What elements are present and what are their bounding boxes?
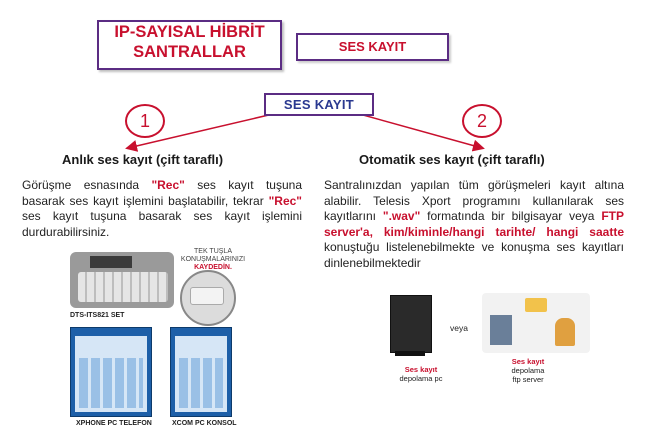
phone-screen [90, 256, 132, 268]
center-section-label: SES KAYIT [264, 93, 374, 116]
ftp-storage-caption [498, 357, 558, 384]
server-icon [490, 315, 512, 345]
pc-tower-icon [390, 295, 432, 353]
left-column-title: Anlık ses kayıt (çift taraflı) [62, 152, 224, 167]
callout-label [178, 248, 248, 272]
callout-text: TEK TUŞLA KONUŞMALARINIZI [180, 248, 246, 263]
step-2-badge: 2 [462, 104, 502, 138]
right-description [324, 178, 624, 271]
right-text-2: formatında bir bilgisayar veya [420, 209, 602, 223]
pc-caption-red: Ses kayıt [404, 365, 438, 374]
left-text-2: ses kayıt tuşuna basarak ses kayıt işlemini başlatabilir, tekrar [22, 178, 302, 208]
wav-keyword: ".wav" [382, 209, 421, 223]
ftp-caption-text-2: ftp server [512, 375, 544, 384]
right-text-1: Santralınızdan yapılan tüm görüşmeleri kayıt altına alabilir. Telesis Xport programını kullanılarak ses kayıtlarını [324, 178, 624, 223]
rec-keyword-1: "Rec" [151, 178, 185, 192]
rec-keyword-2: "Rec" [268, 193, 302, 208]
user-icon [555, 318, 575, 346]
top-section-label: SES KAYIT [296, 33, 449, 61]
ftp-keyword: FTP server'a, kim/kiminle/hangi tarihte/ hangi saatte [324, 209, 625, 239]
folder-icon [525, 298, 547, 312]
xphone-window-image [70, 327, 152, 417]
pc-storage-caption [393, 365, 449, 383]
left-text-3: ses kayıt tuşuna basarak ses kayıt işlemini durdurabilirsiniz. [22, 209, 302, 239]
xcom-window-image [170, 327, 232, 417]
pc-caption-text: depolama pc [399, 374, 443, 383]
left-text-1: Görüşme esnasında [22, 178, 152, 192]
xcom-keypad [179, 358, 223, 408]
right-column-title: Otomatik ses kayıt (çift taraflı) [359, 152, 545, 167]
xcom-label: XCOM PC KONSOL [172, 420, 237, 427]
left-description [22, 178, 302, 240]
title-line-2: SANTRALLAR [133, 43, 246, 61]
phone-model-label: DTS-ITS821 SET [70, 312, 125, 319]
xphone-label: XPHONE PC TELEFON [76, 420, 152, 427]
ftp-caption-text-1: depolama [511, 366, 545, 375]
or-label: veya [450, 323, 468, 333]
rec-button-icon [190, 287, 224, 305]
phone-keypad [78, 272, 168, 302]
ftp-caption-red: Ses kayıt [511, 357, 545, 366]
xphone-keypad [79, 358, 143, 408]
pc-stand [395, 351, 425, 356]
step-1-badge: 1 [125, 104, 165, 138]
callout-red-text: KAYDEDİN. [194, 264, 232, 271]
title-line-1: IP-SAYISAL HİBRİT [114, 23, 265, 41]
right-text-3: konuştuğu listelenebilmekte ve konuşma ses kayıtları dinlenebilmektedir [324, 240, 624, 270]
